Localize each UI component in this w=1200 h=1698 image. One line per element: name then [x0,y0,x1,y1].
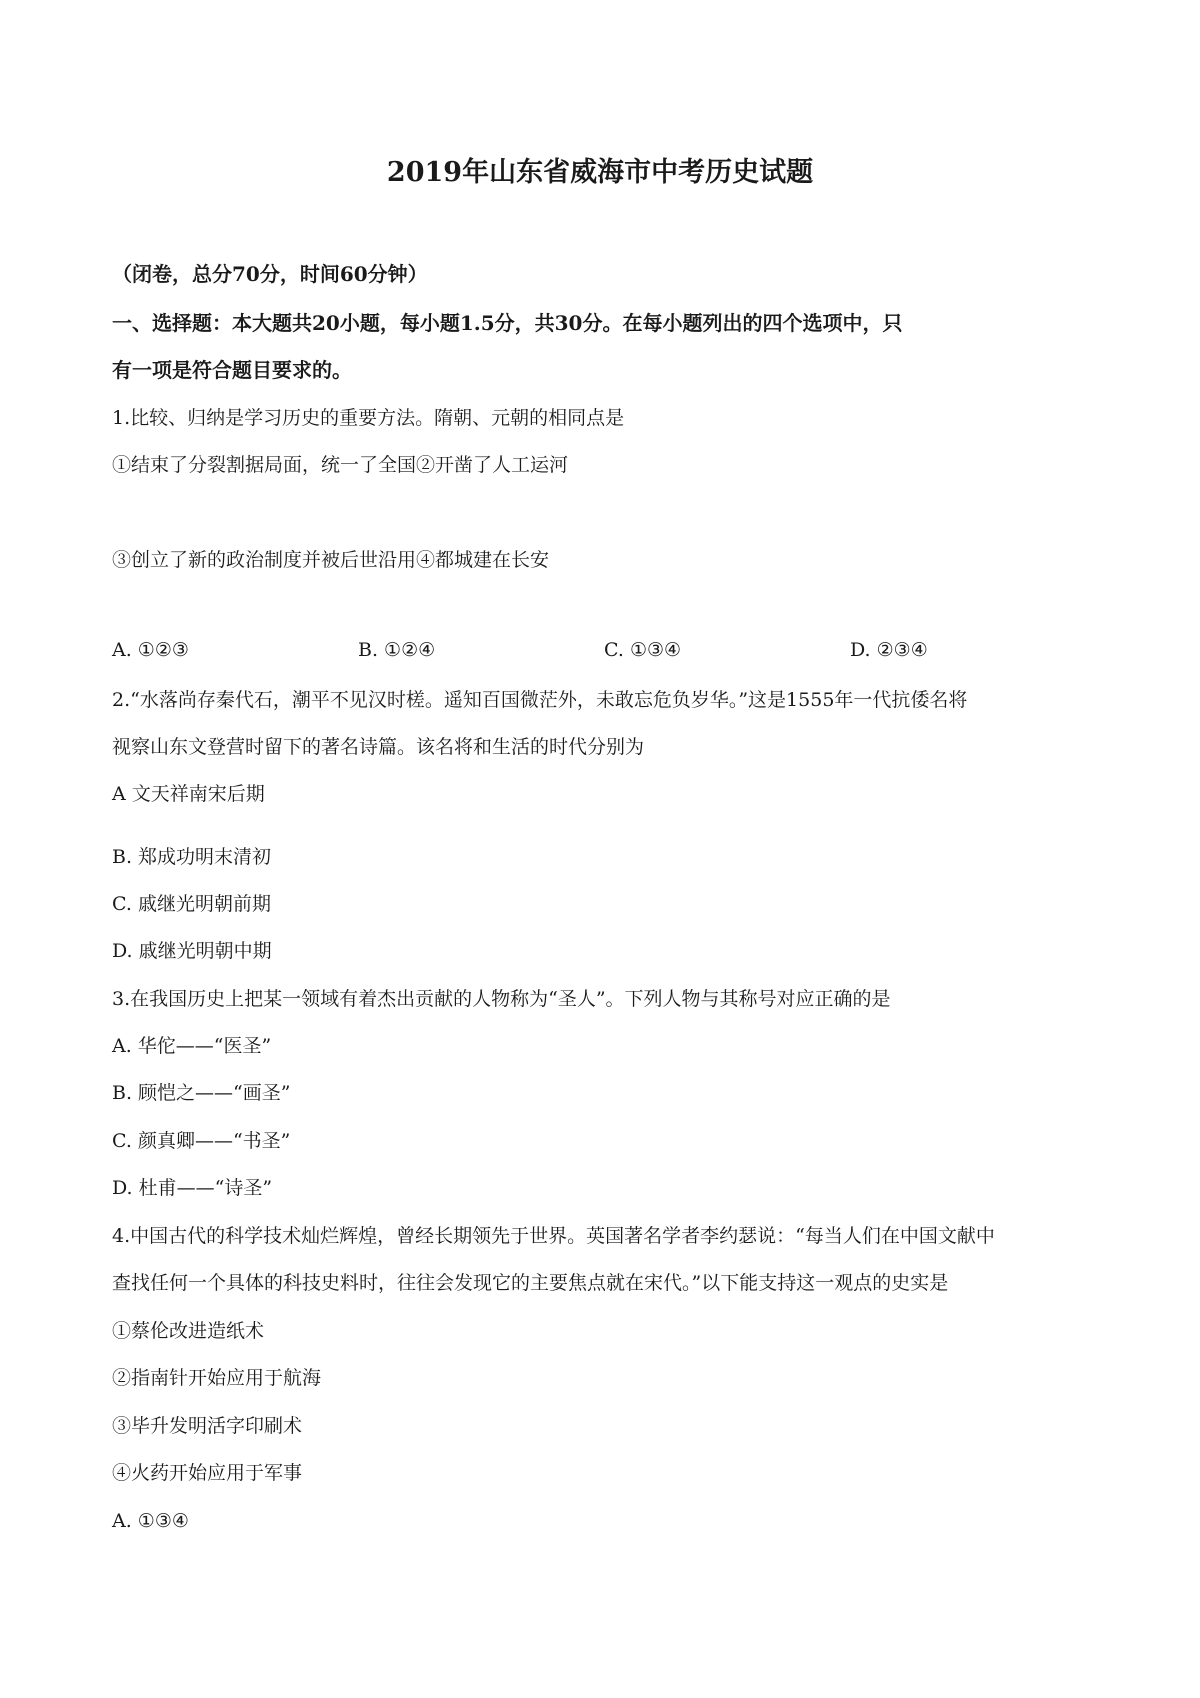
q3-stem: 3.在我国历史上把某一领域有着杰出贡献的人物称为“圣人”。下列人物与其称号对应正确的是 [112,988,891,1010]
q2-stem-line-2: 视察山东文登营时留下的著名诗篇。该名将和生活的时代分别为 [112,736,645,758]
q2-option-d: D. 戚继光明朝中期 [112,940,272,962]
q4-stem-line-2: 查找任何一个具体的科技史料时，往往会发现它的主要焦点就在宋代。”以下能支持这一观点的史实是 [112,1272,949,1294]
q4-stem-line-1: 4.中国古代的科学技术灿烂辉煌，曾经长期领先于世界。英国著名学者李约瑟说：“每当人们在中国文献中 [112,1225,995,1247]
q3-option-d: D. 杜甫——“诗圣” [112,1177,273,1199]
q4-option-a: A. ①③④ [112,1510,189,1532]
q3-option-b: B. 顾恺之——“画圣” [112,1082,291,1104]
q1-option-b: B. ①②④ [358,639,436,661]
q1-option-a: A. ①②③ [112,639,189,661]
q4-item-4: ④火药开始应用于军事 [112,1462,303,1484]
page-title: 2019年山东省威海市中考历史试题 [386,157,814,188]
q4-item-2: ②指南针开始应用于航海 [112,1367,322,1389]
q4-item-3: ③毕升发明活字印刷术 [112,1415,303,1437]
q4-item-1: ①蔡伦改进造纸术 [112,1320,265,1342]
q1-option-c: C. ①③④ [604,639,682,661]
q2-option-a: A 文天祥南宋后期 [112,783,265,805]
q3-option-a: A. 华佗——“医圣” [112,1035,272,1057]
exam-info: （闭卷，总分70分，时间60分钟） [112,262,428,286]
section-heading-line-1: 一、选择题：本大题共20小题，每小题1.5分，共30分。在每小题列出的四个选项中，只 [112,311,903,335]
q1-items-line-2: ③创立了新的政治制度并被后世沿用④都城建在长安 [112,549,550,571]
q2-option-b: B. 郑成功明末清初 [112,846,272,868]
q2-option-c: C. 戚继光明朝前期 [112,893,271,915]
q1-stem: 1.比较、归纳是学习历史的重要方法。隋朝、元朝的相同点是 [112,407,625,429]
q1-option-d: D. ②③④ [850,639,928,661]
section-heading-line-2: 有一项是符合题目要求的。 [112,358,352,382]
q1-items-line-1: ①结束了分裂割据局面，统一了全国②开凿了人工运河 [112,454,569,476]
q2-stem-line-1: 2.“水落尚存秦代石，潮平不见汉时槎。遥知百国微茫外，未敢忘危负岁华。”这是1555年一代抗倭名将 [112,689,968,711]
q3-option-c: C. 颜真卿——“书圣” [112,1130,291,1152]
q1-options [112,638,1012,662]
